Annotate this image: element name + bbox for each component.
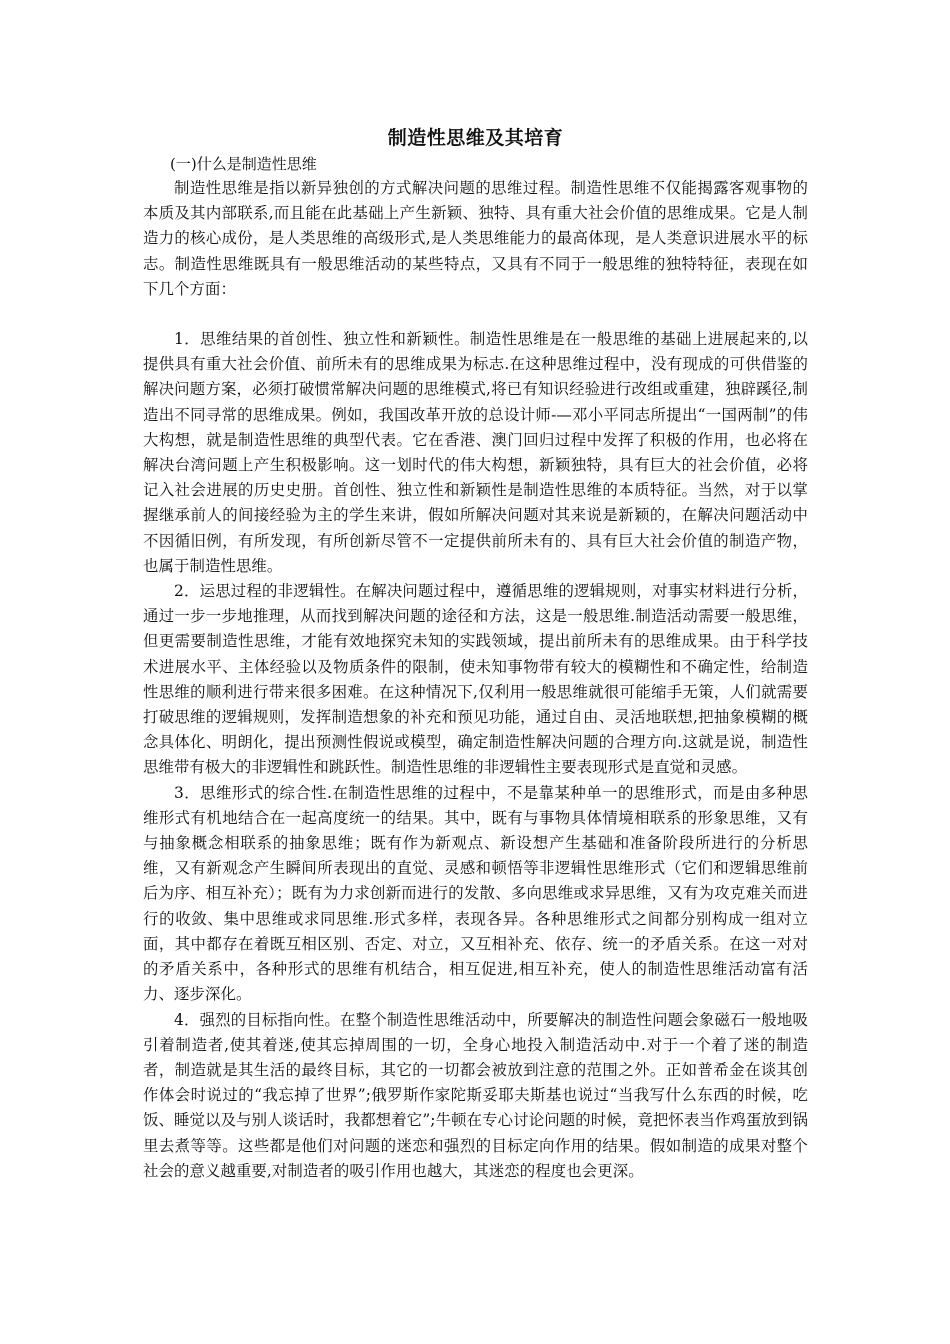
paragraph-point-3: 3．思维形式的综合性.在制造性思维的过程中，不是靠某种单一的思维形式，而是由多种思维形式有机地结合在一起高度统一的结果。其中，既有与事物具体情境相联系的形象思维，又有与抽象概念相联系的抽象思维；既有作为新观点、新设想产生基础和准备阶段所进行的分析思维，又有新观念产生瞬间所表现出的直觉、灵感和顿悟等非逻辑性思维形式（它们和逻辑思维前后为序、相互补充）；既有为力求创新而进行的发散、多向思维或求异思维，又有为攻克难关而进行的收敛、集中思维或求同思维.形式多样，表现各异。各种思维形式之间都分别构成一组对立面，其中都存在着既互相区别、否定、对立，又互相补充、依存、统一的矛盾关系。在这一对对的矛盾关系中，各种形式的思维有机结合，相互促进,相互补充，使人的制造性思维活动富有活力、逐步深化。 bbox=[143, 783, 808, 1004]
paragraph-point-1: 1．思维结果的首创性、独立性和新颖性。制造性思维是在一般思维的基础上进展起来的,以提供具有重大社会价值、前所未有的思维成果为标志.在这种思维过程中，没有现成的可供借鉴的解决问题方案，必须打破惯常解决问题的思维模式,将已有知识经验进行改组或重建，独辟蹊径,制造出不同寻常的思维成果。例如，我国改革开放的总设计师-—邓小平同志所提出“一国两制”的伟大构想，就是制造性思维的典型代表。它在香港、澳门回归过程中发挥了积极的作用，也必将在解决台湾问题上产生积极影响。这一划时代的伟大构想，新颖独特，具有巨大的社会价值，必将记入社会进展的历史史册。首创性、独立性和新颖性是制造性思维的本质特征。当然，对于以掌握继承前人的间接经验为主的学生来讲，假如所解决问题对其来说是新颖的，在解决问题活动中不因循旧例，有所发现，有所创新尽管不一定提供前所未有的、具有巨大社会价值的制造产物，也属于制造性思维。 bbox=[143, 330, 808, 575]
paragraph-point-2: 2．运思过程的非逻辑性。在解决问题过程中，遵循思维的逻辑规则，对事实材料进行分析，通过一步一步地推理，从而找到解决问题的途径和方法，这是一般思维.制造活动需要一般思维，但更需要制造性思维，才能有效地探究未知的实践领域，提出前所未有的思维成果。由于科学技术进展水平、主体经验以及物质条件的限制，使未知事物带有较大的模糊性和不确定性，给制造性思维的顺利进行带来很多困难。在这种情况下,仅利用一般思维就很可能缩手无策，人们就需要打破思维的逻辑规则，发挥制造想象的补充和预见功能，通过自由、灵活地联想,把抽象模糊的概念具体化、明朗化，提出预测性假说或模型，确定制造性解决问题的合理方向.这就是说，制造性思维带有极大的非逻辑性和跳跃性。制造性思维的非逻辑性主要表现形式是直觉和灵感。 bbox=[143, 582, 808, 777]
document-title: 制造性思维及其培育 bbox=[387, 127, 564, 149]
blank-line-spacer bbox=[143, 302, 808, 327]
paragraph-intro: 制造性思维是指以新异独创的方式解决问题的思维过程。制造性思维不仅能揭露客观事物的本质及其内部联系,而且能在此基础上产生新颖、独特、具有重大社会价值的思维成果。它是人制造力的核心成份，是人类思维的高级形式,是人类思维能力的最高体现，是人类意识进展水平的标志。制造性思维既具有一般思维活动的某些特点，又具有不同于一般思维的独特特征，表现在如下几个方面： bbox=[143, 179, 808, 298]
document-page bbox=[143, 0, 808, 1184]
section-heading: (一)什么是制造性思维 bbox=[170, 155, 317, 173]
paragraph-point-4: 4．强烈的目标指向性。在整个制造性思维活动中，所要解决的制造性问题会象磁石一般地吸引着制造者,使其着迷,使其忘掉周围的一切，全身心地投入制造活动中.对于一个着了迷的制造者，制造就是其生活的最终目标，其它的一切都会被放到注意的范围之外。正如普希金在谈其创作体会时说过的“我忘掉了世界”;俄罗斯作家陀斯妥耶夫斯基也说过“当我写什么东西的时候，吃饭、睡觉以及与别人谈话时，我都想着它”;牛顿在专心讨论问题的时候，竟把怀表当作鸡蛋放到锅里去煮等等。这些都是他们对问题的迷恋和强烈的目标定向作用的结果。假如制造的成果对整个社会的意义越重要,对制造者的吸引作用也越大，其迷恋的程度也会更深。 bbox=[143, 1010, 808, 1180]
